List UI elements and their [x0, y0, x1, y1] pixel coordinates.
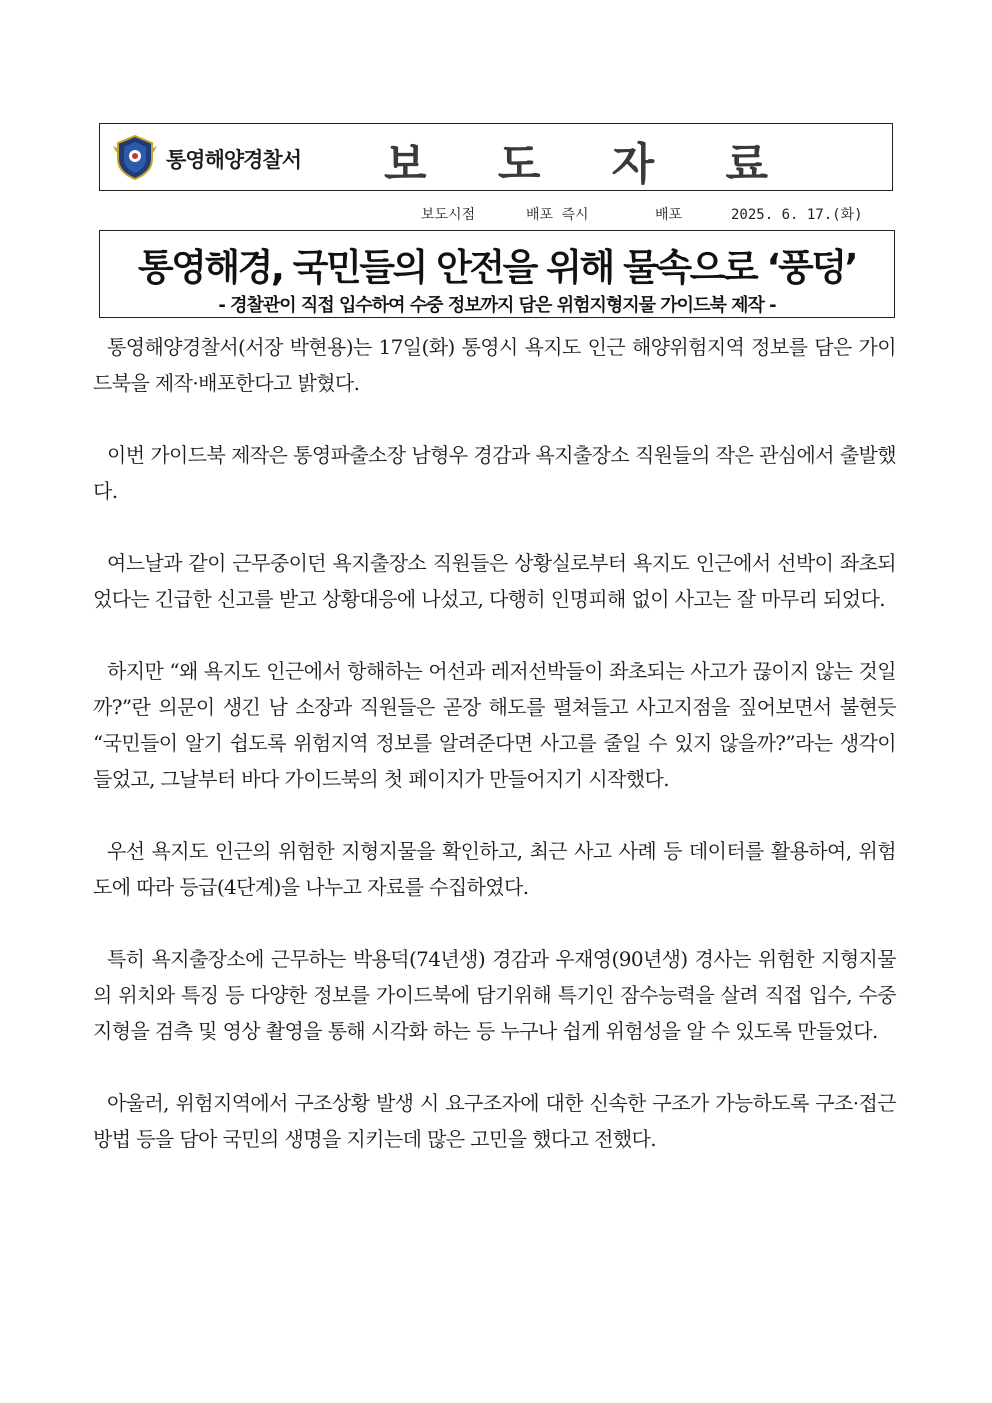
paragraph: 통영해양경찰서(서장 박현용)는 17일(화) 통영시 욕지도 인근 해양위험지역 정보를 담은 가이드북을 제작·배포한다고 밝혔다.: [93, 335, 896, 395]
paragraph: 우선 욕지도 인근의 위험한 지형지물을 확인하고, 최근 사고 사례 등 데이터를 활용하여, 위험도에 따라 등급(4단계)을 나누고 자료를 수집하였다.: [93, 839, 896, 899]
paragraph: 여느날과 같이 근무중이던 욕지출장소 직원들은 상황실로부터 욕지도 인근에서 선박이 좌초되었다는 긴급한 신고를 받고 상황대응에 나섰고, 다행히 인명피해 없이 사고는 잘 마무리 되었다.: [93, 551, 896, 611]
headline-title: 통영해경, 국민들의 안전을 위해 물속으로 ‘풍덩’: [137, 246, 857, 289]
document-type-title: 보 도 자 료: [384, 139, 796, 190]
headline-box: [99, 230, 895, 318]
distribution-date: 2025. 6. 17.(화): [731, 207, 863, 223]
paragraph: 특히 욕지출장소에 근무하는 박용덕(74년생) 경감과 우재영(90년생) 경사는 위험한 지형지물의 위치와 특징 등 다양한 정보를 가이드북에 담기위해 특기인 잠수능력을 살려 직접 입수, 수중 지형을 검측 및 영상 촬영을 통해 시각화 하는 등 누구나 쉽게 위험성을 알 수 있도록 만들었다.: [93, 947, 896, 1043]
article-body: [93, 329, 896, 1193]
distribution-label: 배포: [655, 207, 683, 223]
paragraph: 이번 가이드북 제작은 통영파출소장 남형우 경감과 욕지출장소 직원들의 작은 관심에서 출발했다.: [93, 443, 896, 503]
coast-guard-emblem-icon: [110, 132, 160, 182]
press-release-header: [99, 123, 893, 191]
headline-subtitle: - 경찰관이 직접 입수하여 수중 정보까지 담은 위험지형지물 가이드북 제작 -: [218, 295, 776, 316]
release-timing-label: 보도시점: [421, 207, 476, 223]
organization-name: 통영해양경찰서: [166, 148, 302, 172]
release-info: [0, 204, 992, 224]
paragraph: 하지만 “왜 욕지도 인근에서 항해하는 어선과 레저선박들이 좌초되는 사고가 끊이지 않는 것일까?”란 의문이 생긴 남 소장과 직원들은 곧장 해도를 펼쳐들고 사고지점을 짚어보면서 불현듯 “국민들이 알기 쉽도록 위험지역 정보를 알려준다면 사고를 줄일 수 있지 않을까?”라는 생각이 들었고, 그날부터 바다 가이드북의 첫 페이지가 만들어지기 시작했다.: [93, 659, 896, 791]
release-timing-value: 배포 즉시: [526, 207, 589, 223]
paragraph: 아울러, 위험지역에서 구조상황 발생 시 요구조자에 대한 신속한 구조가 가능하도록 구조·접근방법 등을 담아 국민의 생명을 지키는데 많은 고민을 했다고 전했다.: [93, 1091, 896, 1151]
